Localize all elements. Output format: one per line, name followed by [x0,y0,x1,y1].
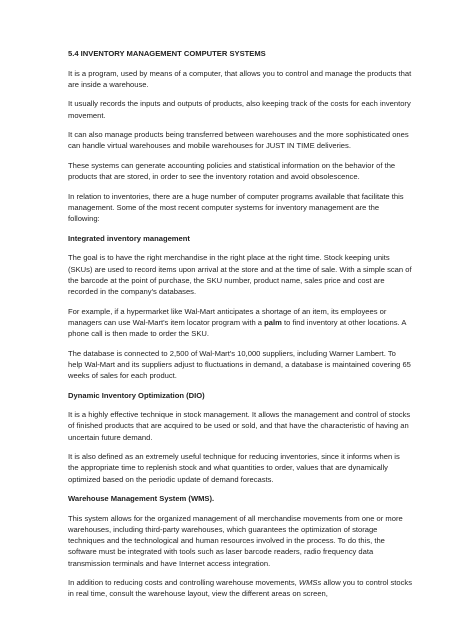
text-run: to find inventory at other locations. A phone call is then made to order the SKU. [68,317,406,338]
wms-paragraph-2 [68,577,412,599]
wms-heading: Warehouse Management System (WMS). [68,494,215,504]
document-body [68,48,412,608]
intro-paragraph-4: These systems can generate accounting policies and statistical information on the behavior of the products that are stored, in order to see the inventory rotation and avoid obsolescence. [68,160,396,182]
text-run: In addition to reducing costs and controlling warehouse movements, [68,578,299,588]
wms-paragraph-1: This system allows for the organized management of all merchandise movements from one or more warehouses, including third-party warehouses, which guarantees the optimization of storage techniques and the technological and human resources involved in the process. To do this, the software must be integrated with tools such as laser barcode readers, radio frequency data transmission terminals and have Internet access integration. [68,513,403,568]
dio-heading: Dynamic Inventory Optimization (DIO) [68,390,205,400]
wmss-italic-text: WMSs [298,578,322,588]
integrated-inventory-paragraph-3: The database is connected to 2,500 of Wal-Mart's 10,000 suppliers, including Warner Lambert. To help Wal-Mart and its suppliers adjust to fluctuations in demand, a database is maintained covering 65 weeks of sales for each product. [68,348,411,380]
dio-paragraph-1: It is a highly effective technique in stock management. It allows the management and control of stocks of finished products that are acquired to be used or sold, and that have the characteristic of having an uncertain future demand. [68,410,411,442]
intro-paragraph-1: It is a program, used by means of a computer, that allows you to control and manage the products that are inside a warehouse. [68,68,412,89]
integrated-inventory-heading: Integrated inventory management [68,233,190,243]
dio-paragraph-2: It is also defined as an extremely useful technique for reducing inventories, since it informs when is the appropriate time to replenish stock and what quantities to order, values that are dynamically optimized based on the periodic update of demand forecasts. [68,452,400,484]
integrated-inventory-paragraph-2 [68,306,412,340]
intro-paragraph-2: It usually records the inputs and outputs of products, also keeping track of the costs for each inventory movement. [68,99,411,120]
palm-bold-text: palm [264,317,282,327]
integrated-inventory-paragraph-1: The goal is to have the right merchandise in the right place at the right time. Stock keeping units (SKUs) are used to record items upon arrival at the store and at the time of sale. With a simple scan of the barcode at the point of purchase, the SKU number, product name, sales price and cost are recorded in the company's databases. [68,253,412,296]
intro-paragraph-3: It can also manage products being transferred between warehouses and the more sophisticated ones can handle virtual warehouses and mobile warehouses for JUST IN TIME deliveries. [68,130,409,151]
intro-paragraph-5: In relation to inventories, there are a huge number of computer programs available that facilitate this management. Some of the most recent computer systems for inventory management are the following: [68,191,404,224]
text-run: allow you to control stocks in real time, consult the warehouse layout, view the different areas on screen, [68,578,413,599]
section-title: 5.4 INVENTORY MANAGEMENT COMPUTER SYSTEMS [68,49,266,58]
text-run: For example, if a hypermarket like Wal-Mart anticipates a shortage of an item, its employees or managers can use Wal-Mart's item locator program with a [68,306,387,327]
